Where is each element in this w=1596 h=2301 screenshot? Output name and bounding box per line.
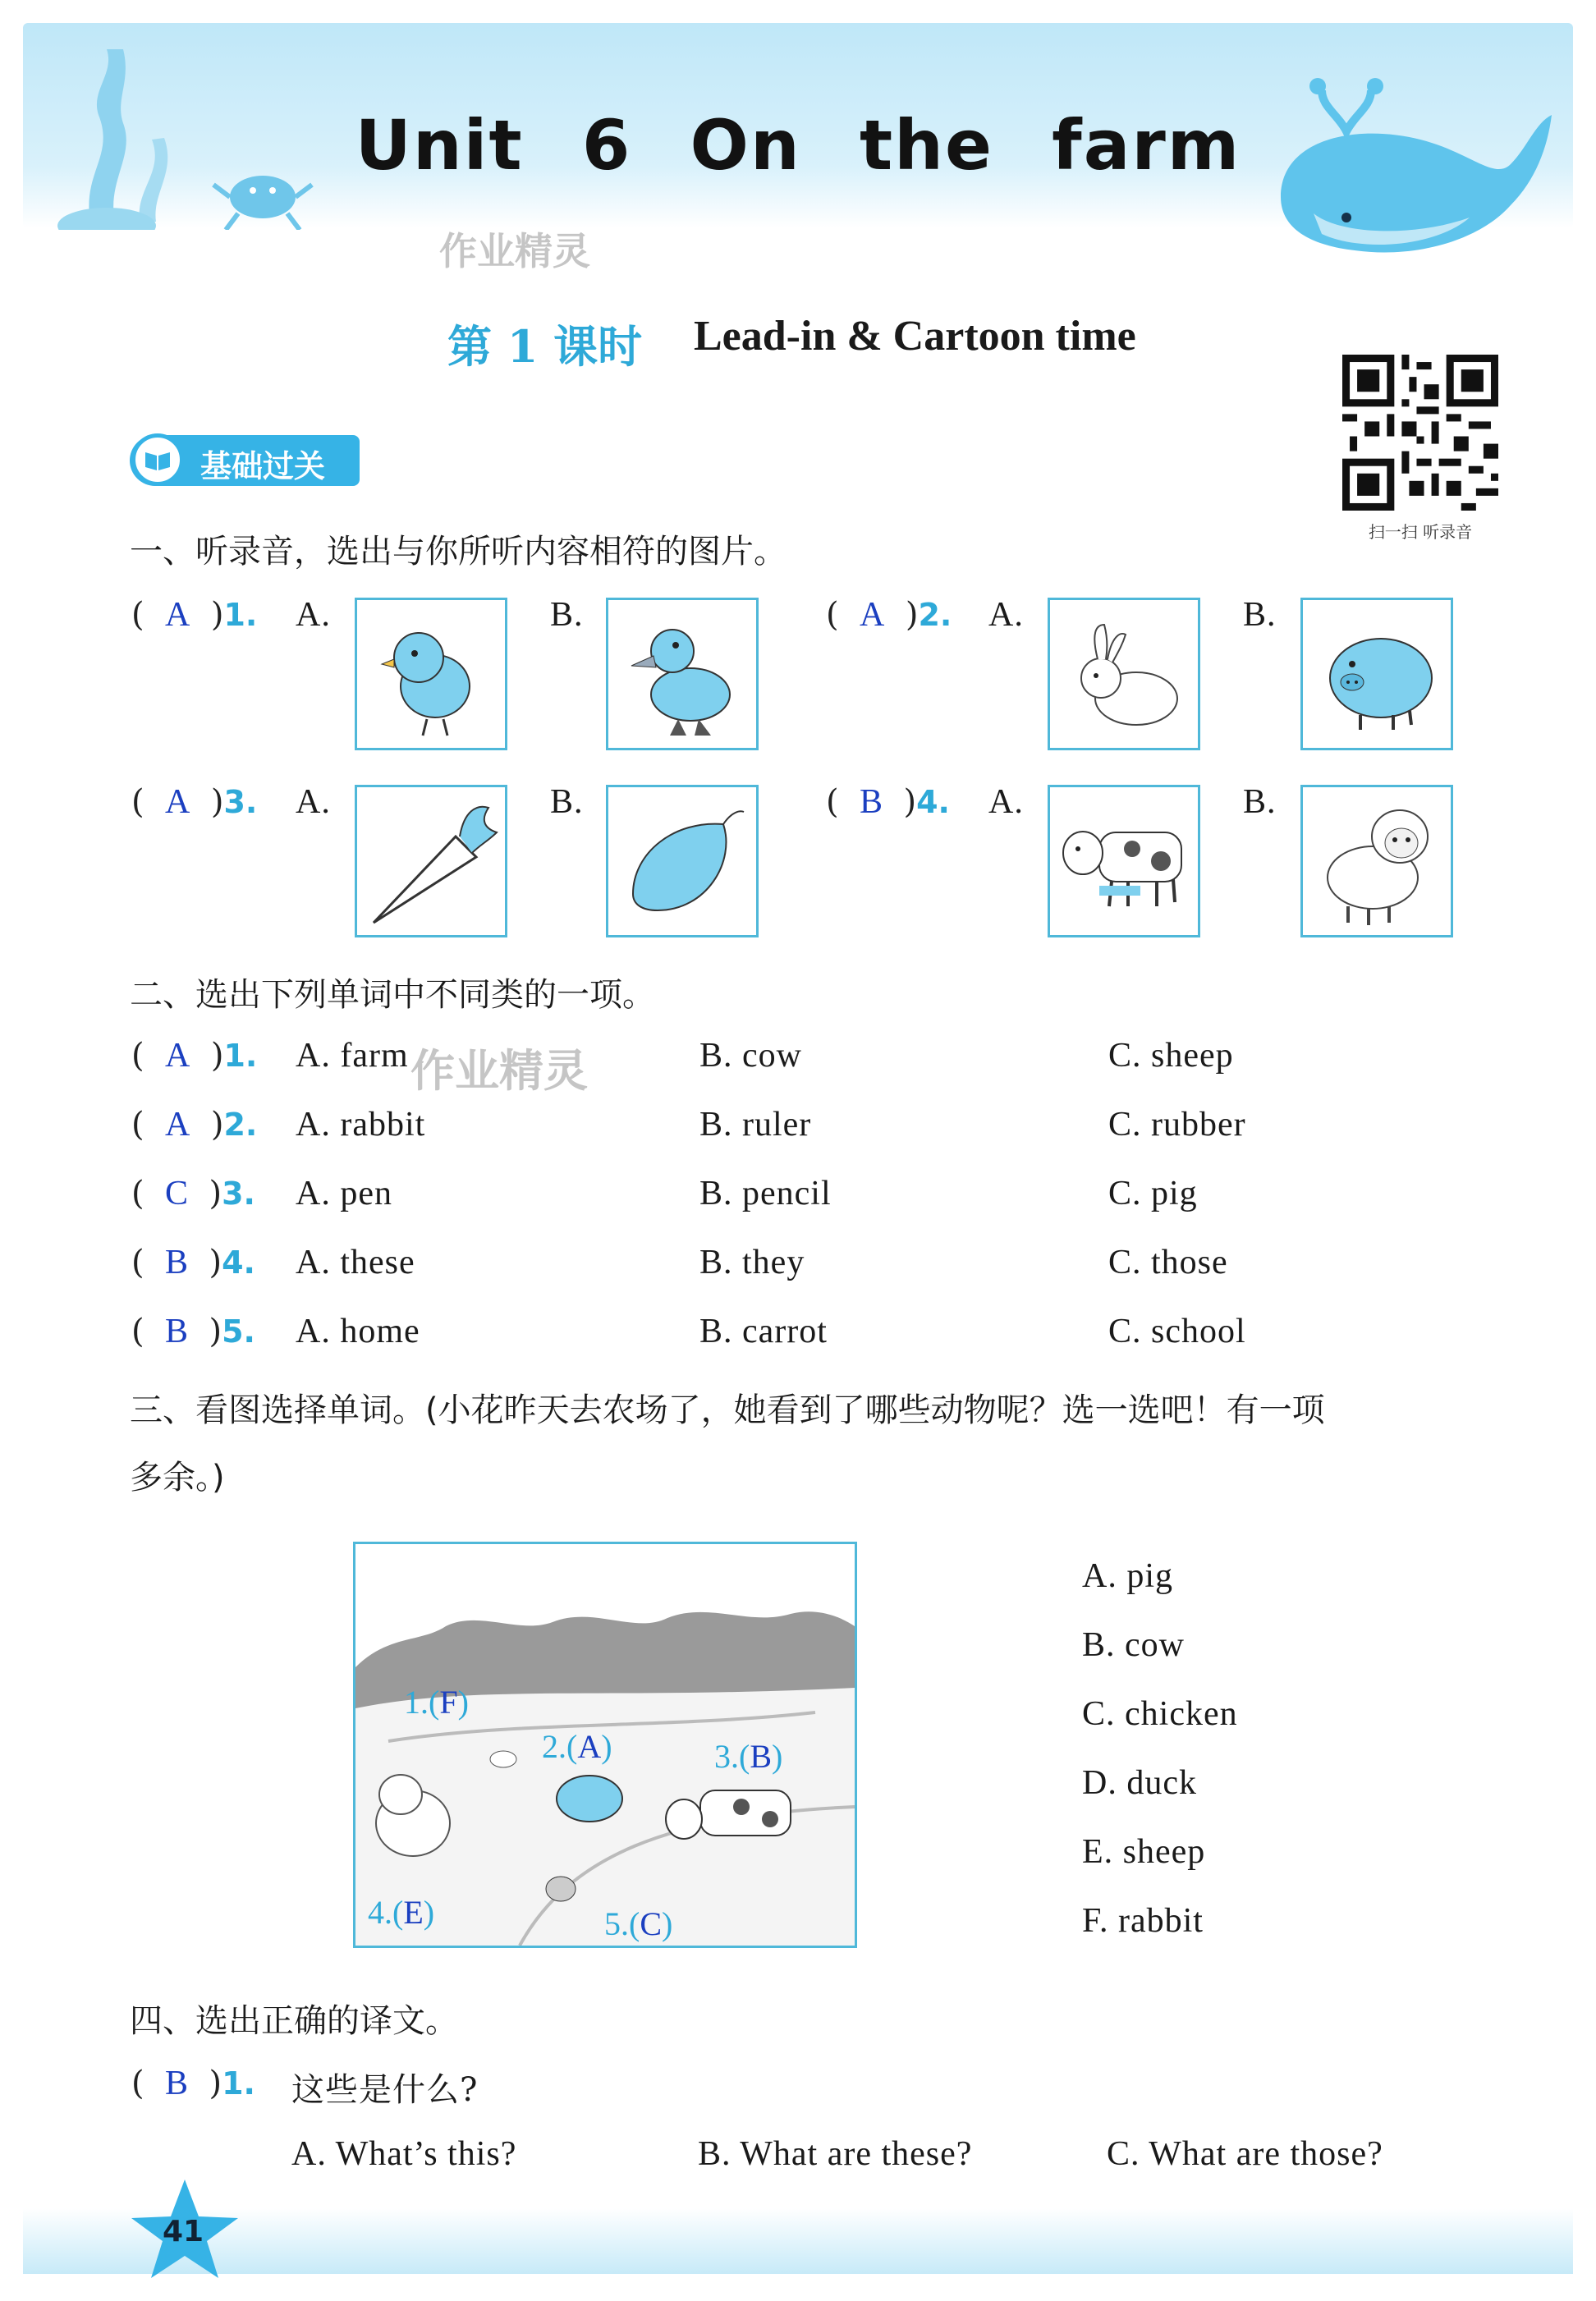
qr-caption: 扫一扫 听录音 (1368, 522, 1473, 542)
answer[interactable]: B (165, 2065, 189, 2102)
unit-title: Unit 6 On the farm (355, 105, 1241, 186)
part1-title: 一、听录音，选出与你所听内容相符的图片。 (130, 533, 787, 571)
question-number: 2. (223, 1107, 258, 1143)
part2-question-1: ( A )1. (131, 1037, 258, 1075)
option-c[interactable]: C. rubber (1108, 1106, 1246, 1144)
option-a[interactable]: A. home (296, 1313, 420, 1350)
mango-icon[interactable] (606, 785, 759, 937)
option-b[interactable]: B. What are these? (698, 2135, 973, 2173)
option-b[interactable]: B. cow (699, 1037, 802, 1075)
part2-question-3: ( C )3. (131, 1175, 255, 1212)
question-number: 3. (222, 1176, 255, 1212)
word-option-5[interactable]: E. sheep (1082, 1833, 1206, 1871)
page-number: 41 (163, 2215, 204, 2248)
question-number: 1. (223, 597, 258, 633)
scene-label-1: 1.(F) (404, 1684, 469, 1721)
answer[interactable]: B (165, 1313, 189, 1350)
part2-title: 二、选出下列单词中不同类的一项。 (130, 976, 655, 1014)
chicken-icon[interactable] (355, 598, 507, 750)
part1-question-4: ( B )4. (826, 783, 950, 821)
part1-question-3: ( A )3. (131, 783, 258, 821)
question-number: 1. (222, 2065, 255, 2102)
part1-question-1: ( A )1. (131, 596, 258, 634)
option-b[interactable]: B. ruler (699, 1106, 812, 1144)
scene-label-2: 2.(A) (542, 1728, 612, 1765)
option-c[interactable]: C. school (1108, 1313, 1246, 1350)
sheep-icon[interactable] (1300, 785, 1453, 937)
answer[interactable]: B (165, 1244, 189, 1281)
option-b[interactable]: B. carrot (699, 1313, 828, 1350)
part2-question-2: ( A )2. (131, 1106, 258, 1144)
answer[interactable]: A (165, 596, 190, 634)
part1-question-2: ( A )2. (826, 596, 952, 634)
question-number: 2. (918, 597, 952, 633)
option-a[interactable]: A. farm (296, 1037, 409, 1075)
question-text: 这些是什么? (291, 2071, 479, 2109)
part2-question-4: ( B )4. (131, 1244, 255, 1281)
option-a[interactable]: A. What’s this? (291, 2135, 517, 2173)
option-a-label: A. (988, 596, 1024, 634)
word-option-3[interactable]: C. chicken (1082, 1695, 1238, 1733)
answer[interactable]: C (165, 1175, 189, 1212)
question-number: 5. (222, 1313, 255, 1350)
carrot-icon[interactable] (355, 785, 507, 937)
option-c[interactable]: C. sheep (1108, 1037, 1234, 1075)
scene-label-3: 3.(B) (714, 1738, 783, 1775)
question-number: 3. (223, 784, 258, 820)
answer[interactable]: A (165, 1106, 190, 1144)
word-option-1[interactable]: A. pig (1082, 1557, 1173, 1595)
question-number: 4. (222, 1244, 255, 1281)
option-a[interactable]: A. rabbit (296, 1106, 426, 1144)
lesson-number: 第 1 课时 (447, 320, 643, 373)
option-b[interactable]: B. pencil (699, 1175, 832, 1212)
watermark: 作业精灵 (439, 229, 590, 273)
word-option-4[interactable]: D. duck (1082, 1764, 1197, 1802)
pig-icon[interactable] (1300, 598, 1453, 750)
answer[interactable]: A (165, 783, 190, 821)
option-b-label: B. (550, 783, 584, 821)
option-c[interactable]: C. pig (1108, 1175, 1198, 1212)
watermark: 作业精灵 (410, 1045, 588, 1097)
question-number: 1. (223, 1038, 258, 1074)
answer[interactable]: B (860, 783, 883, 821)
option-c[interactable]: C. those (1108, 1244, 1228, 1281)
word-option-6[interactable]: F. rabbit (1082, 1902, 1204, 1940)
answer[interactable]: A (165, 1037, 190, 1075)
option-b-label: B. (1243, 596, 1277, 634)
scene-label-5: 5.(C) (604, 1905, 673, 1942)
option-b[interactable]: B. they (699, 1244, 805, 1281)
rabbit-icon[interactable] (1048, 598, 1200, 750)
footer-band (23, 2208, 1573, 2274)
part3-title-line2: 多余。) (130, 1459, 225, 1497)
option-a-label: A. (988, 783, 1024, 821)
part4-question-1: ( B )1. (131, 2065, 255, 2102)
part3-title-line1: 三、看图选择单词。(小花昨天去农场了，她看到了哪些动物呢？选一选吧！有一项 (130, 1391, 1325, 1429)
section-badge-label: 基础过关 (200, 448, 326, 484)
scene-label-4: 4.(E) (368, 1894, 435, 1931)
book-icon (131, 433, 184, 486)
option-a-label: A. (296, 783, 331, 821)
qr-code-icon[interactable] (1342, 355, 1498, 511)
question-number: 4. (916, 784, 950, 820)
duck-icon[interactable] (606, 598, 759, 750)
option-b-label: B. (550, 596, 584, 634)
option-a[interactable]: A. these (296, 1244, 415, 1281)
option-b-label: B. (1243, 783, 1277, 821)
answer[interactable]: A (860, 596, 885, 634)
option-a-label: A. (296, 596, 331, 634)
option-a[interactable]: A. pen (296, 1175, 392, 1212)
part2-question-5: ( B )5. (131, 1313, 255, 1350)
part4-title: 四、选出正确的译文。 (130, 2002, 458, 2040)
option-c[interactable]: C. What are those? (1107, 2135, 1383, 2173)
lesson-title: Lead-in & Cartoon time (694, 313, 1136, 360)
cow-icon[interactable] (1048, 785, 1200, 937)
word-option-2[interactable]: B. cow (1082, 1626, 1185, 1664)
